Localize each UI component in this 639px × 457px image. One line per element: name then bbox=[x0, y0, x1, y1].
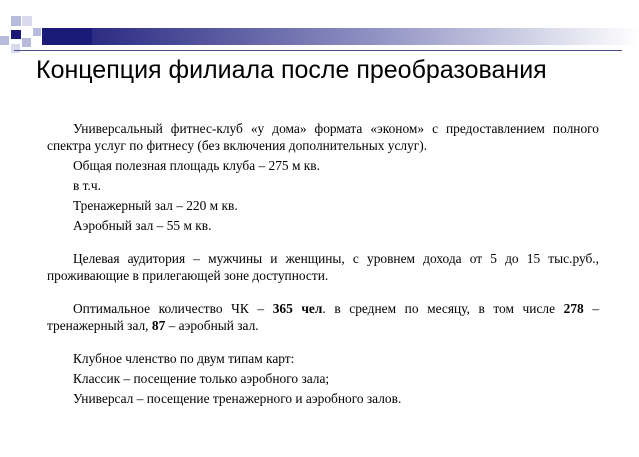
paragraph-total-area: Общая полезная площадь клуба – 275 м кв. bbox=[73, 158, 320, 173]
paragraph-including: в т.ч. bbox=[73, 178, 101, 193]
slide-body bbox=[47, 120, 599, 407]
paragraph-aerobic-area: Аэробный зал – 55 м кв. bbox=[73, 218, 212, 233]
paragraph-target-audience: Целевая аудитория – мужчины и женщины, с уровнем дохода от 5 до 15 тыс.руб., проживающие в прилегающей зоне доступности. bbox=[47, 251, 599, 283]
paragraph-member-count: Оптимальное количество ЧК – 365 чел. в среднем по месяцу, в том числе 278 – тренажерный зал, 87 – аэробный зал. bbox=[47, 301, 600, 333]
title-divider bbox=[14, 50, 622, 51]
paragraph-gym-area: Тренажерный зал – 220 м кв. bbox=[73, 198, 238, 213]
slide-title: Концепция филиала после преобразования bbox=[36, 56, 547, 84]
paragraph-classic-card: Классик – посещение только аэробного зала; bbox=[73, 371, 330, 386]
paragraph-membership-types: Клубное членство по двум типам карт: bbox=[73, 351, 295, 366]
paragraph-club-format: Универсальный фитнес-клуб «у дома» формата «эконом» с предоставлением полного спектра услуг по фитнесу (без включения дополнительных услуг). bbox=[47, 121, 599, 153]
paragraph-universal-card: Универсал – посещение тренажерного и аэробного залов. bbox=[73, 391, 402, 406]
header-decoration bbox=[0, 0, 639, 60]
